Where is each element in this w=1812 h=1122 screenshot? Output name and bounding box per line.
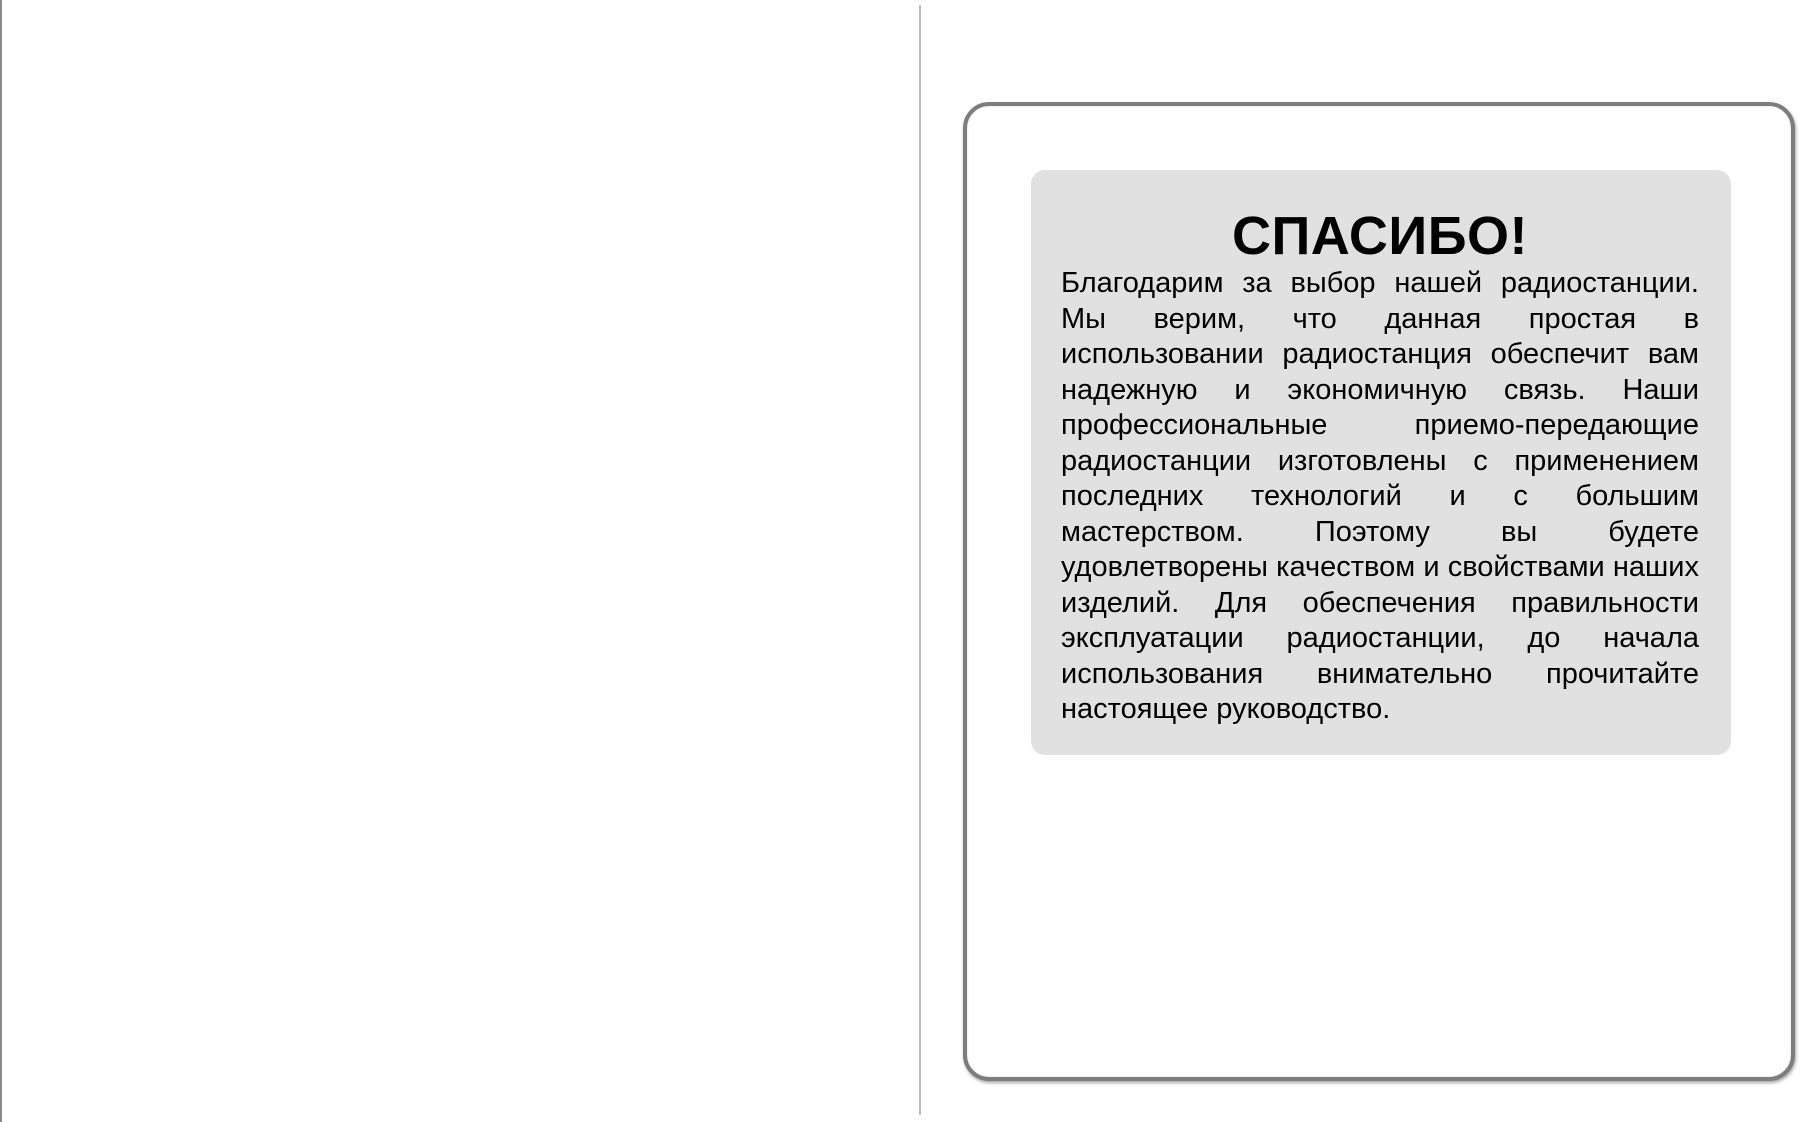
thank-you-box: [1031, 170, 1731, 755]
left-page-edge: [0, 0, 2, 1122]
thank-you-title: СПАСИБО!: [1231, 206, 1529, 266]
thank-you-text: Благодарим за выбор нашей радиостанции. Мы верим, что данная простая в использовании радиостанция обеспечит вам надежную и экономичную связь. Наши профессиональные приемо-передающие радиостанции изготовлены с применением последних технологий и с большим мастерством. Поэтому вы будете удовлетворены качеством и свойствами наших изделий. Для обеспечения правильности эксплуатации радиостанции, до начала использования внимательно прочитайте настоящее руководство.: [1061, 267, 1699, 725]
right-page: [921, 0, 1812, 1122]
